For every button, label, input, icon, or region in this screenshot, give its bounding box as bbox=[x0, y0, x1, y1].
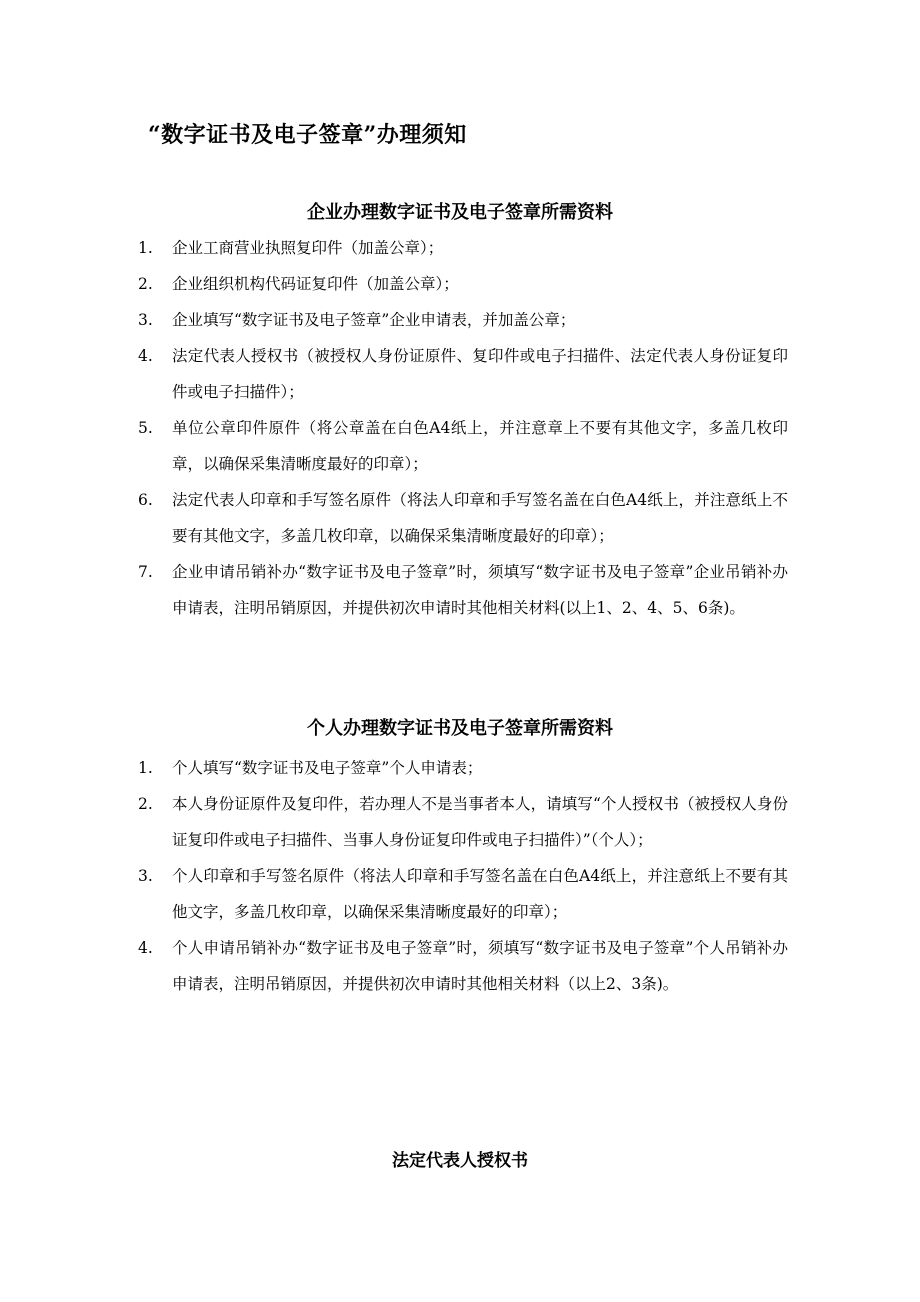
item-number: 1. bbox=[138, 759, 153, 777]
item-text: 企业填写“数字证书及电子签章”企业申请表，并加盖公章； bbox=[172, 311, 576, 329]
list-item bbox=[138, 230, 788, 266]
list-item bbox=[138, 338, 788, 410]
list-item bbox=[138, 750, 788, 786]
item-number: 4. bbox=[138, 939, 153, 957]
authorization-letter-title: 法定代表人授权书 bbox=[392, 1151, 528, 1171]
item-number: 2. bbox=[138, 275, 153, 293]
list-item bbox=[138, 302, 788, 338]
item-number: 4. bbox=[138, 347, 153, 365]
item-number: 3. bbox=[138, 311, 153, 329]
item-text: 单位公章印件原件（将公章盖在白色A4纸上，并注意章上不要有其他文字，多盖几枚印章，以确保采集清晰度最好的印章）； bbox=[172, 419, 788, 473]
item-text: 法定代表人印章和手写签名原件（将法人印章和手写签名盖在白色A4纸上，并注意纸上不要有其他文字，多盖几枚印章，以确保采集清晰度最好的印章）； bbox=[172, 491, 788, 545]
item-text: 个人填写“数字证书及电子签章”个人申请表； bbox=[172, 759, 483, 777]
enterprise-requirements-list bbox=[138, 230, 788, 626]
item-number: 3. bbox=[138, 867, 153, 885]
item-text: 法定代表人授权书（被授权人身份证原件、复印件或电子扫描件、法定代表人身份证复印件或电子扫描件）； bbox=[172, 347, 788, 401]
personal-section-heading: 个人办理数字证书及电子签章所需资料 bbox=[307, 718, 613, 739]
item-text: 个人申请吊销补办“数字证书及电子签章”时，须填写“数字证书及电子签章”个人吊销补办申请表，注明吊销原因，并提供初次申请时其他相关材料（以上2、3条)。 bbox=[172, 939, 788, 993]
item-number: 5. bbox=[138, 419, 153, 437]
item-number: 7. bbox=[138, 563, 153, 581]
item-number: 2. bbox=[138, 795, 153, 813]
item-number: 6. bbox=[138, 491, 153, 509]
document-title: “数字证书及电子签章”办理须知 bbox=[148, 122, 467, 148]
item-text: 本人身份证原件及复印件，若办理人不是当事者本人，请填写“个人授权书（被授权人身份证复印件或电子扫描件、当事人身份证复印件或电子扫描件）”（个人）； bbox=[172, 795, 788, 849]
list-item bbox=[138, 410, 788, 482]
item-text: 个人印章和手写签名原件（将法人印章和手写签名盖在白色A4纸上，并注意纸上不要有其他文字，多盖几枚印章，以确保采集清晰度最好的印章）； bbox=[172, 867, 788, 921]
list-item bbox=[138, 858, 788, 930]
item-text: 企业组织机构代码证复印件（加盖公章）； bbox=[172, 275, 459, 293]
item-number: 1. bbox=[138, 239, 153, 257]
personal-requirements-list bbox=[138, 750, 788, 1002]
list-item bbox=[138, 930, 788, 1002]
list-item bbox=[138, 554, 788, 626]
item-text: 企业工商营业执照复印件（加盖公章）； bbox=[172, 239, 444, 257]
item-text: 企业申请吊销补办“数字证书及电子签章”时，须填写“数字证书及电子签章”企业吊销补办申请表，注明吊销原因，并提供初次申请时其他相关材料(以上1、2、4、5、6条)。 bbox=[172, 563, 788, 617]
list-item bbox=[138, 482, 788, 554]
list-item bbox=[138, 786, 788, 858]
enterprise-section-heading: 企业办理数字证书及电子签章所需资料 bbox=[307, 202, 613, 223]
list-item bbox=[138, 266, 788, 302]
